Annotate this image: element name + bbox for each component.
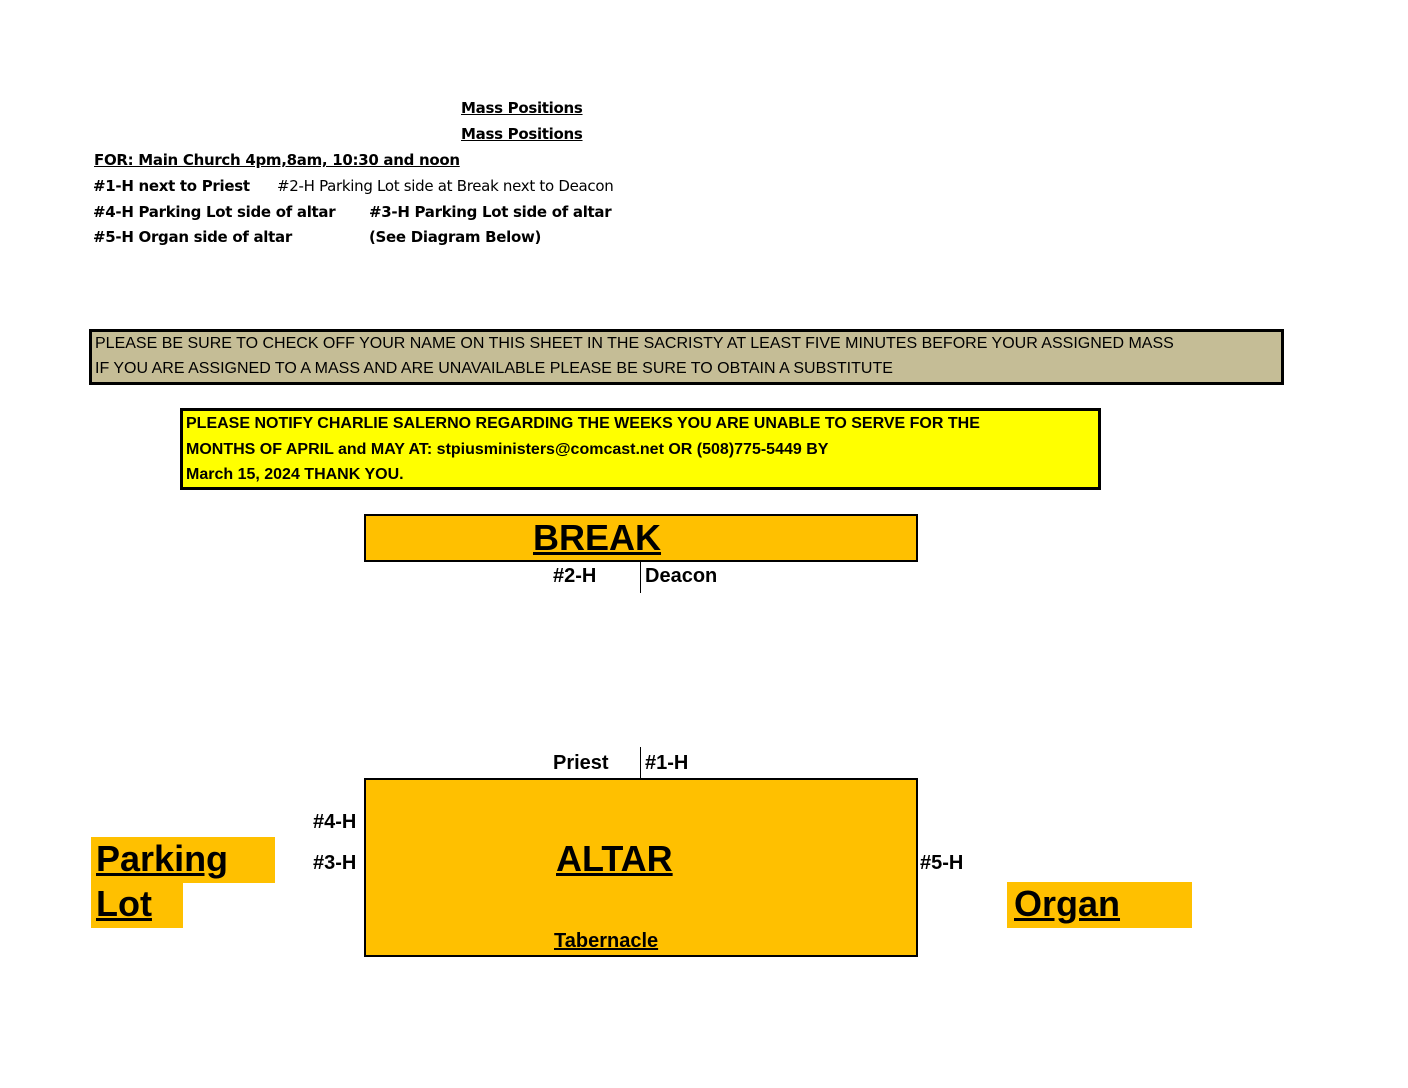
break-box [364,514,918,562]
altar-position-3: #3-H [313,852,357,874]
break-label: BREAK [533,517,662,558]
organ-label: Organ [1014,883,1121,924]
tabernacle-label: Tabernacle [554,930,659,952]
position-5-desc: #5-H Organ side of altar [93,228,292,246]
sacristy-notice [89,329,1284,385]
position-2-desc: #2-H Parking Lot side at Break next to Deacon [277,177,614,195]
altar-position-4: #4-H [313,811,357,833]
priest-label: Priest [553,752,609,774]
altar-divider [640,747,641,778]
see-diagram-note: (See Diagram Below) [369,228,542,246]
altar-box [364,778,918,957]
parking-label-1: Parking [96,838,229,879]
notify-box [180,408,1101,490]
notify-line-2: MONTHS OF APRIL and MAY AT: stpiusministers@comcast.net OR (508)775-5449 BY [186,441,829,458]
position-4-desc: #4-H Parking Lot side of altar [93,203,336,221]
for-line: FOR: Main Church 4pm,8am, 10:30 and noon [94,151,460,169]
break-divider [640,560,641,593]
altar-position-1: #1-H [645,752,689,774]
position-3-desc: #3-H Parking Lot side of altar [369,203,612,221]
break-position-2: #2-H [553,565,597,587]
notice-line-2: IF YOU ARE ASSIGNED TO A MASS AND ARE UNAVAILABLE PLEASE BE SURE TO OBTAIN A SUBSTITUTE [95,360,893,377]
title-1: Mass Positions [461,99,583,117]
deacon-label: Deacon [645,565,718,587]
title-2: Mass Positions [461,125,583,143]
notify-line-1: PLEASE NOTIFY CHARLIE SALERNO REGARDING THE WEEKS YOU ARE UNABLE TO SERVE FOR THE [186,415,980,432]
notify-line-3: March 15, 2024 THANK YOU. [186,466,404,483]
notice-line-1: PLEASE BE SURE TO CHECK OFF YOUR NAME ON THIS SHEET IN THE SACRISTY AT LEAST FIVE MINUTES BEFORE YOUR ASSIGNED MASS [95,335,1174,352]
parking-label-2: Lot [96,883,152,924]
position-1-desc: #1-H next to Priest [93,177,250,195]
altar-position-5: #5-H [920,852,964,874]
altar-label: ALTAR [556,838,673,879]
